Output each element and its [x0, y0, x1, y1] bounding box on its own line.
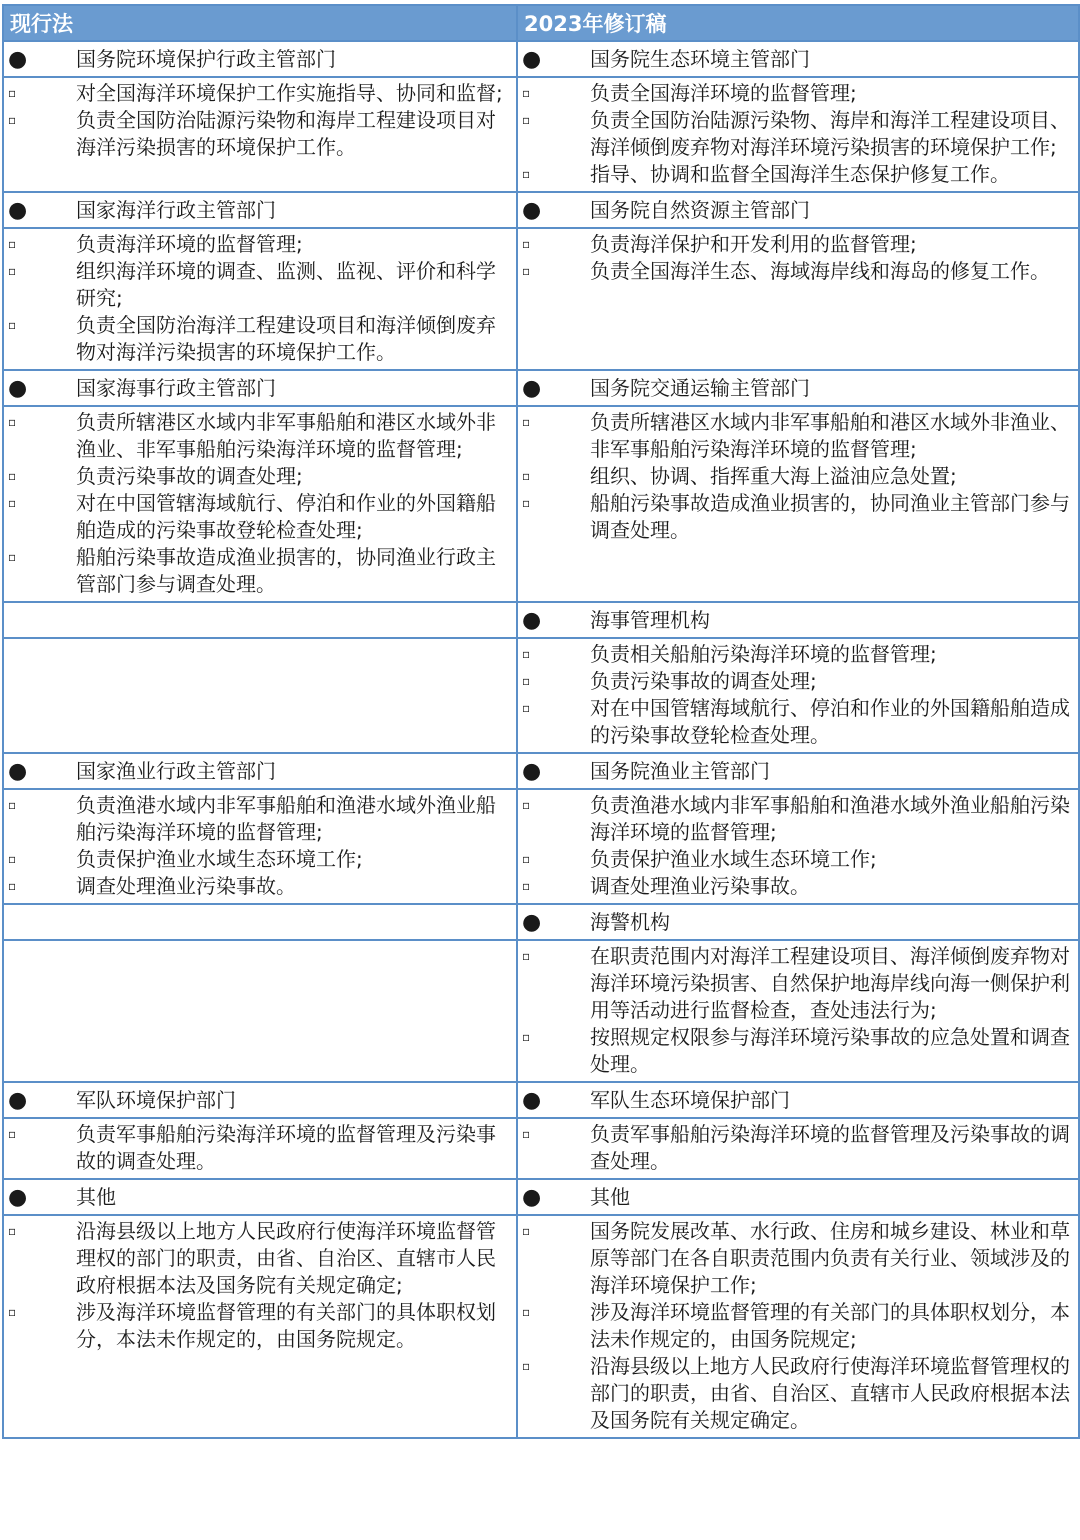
square-bullet-icon: ▫: [522, 647, 531, 661]
square-bullet-icon: ▫: [522, 237, 531, 251]
square-bullet-icon: ▫: [522, 798, 531, 812]
duty-text: 按照规定权限参与海洋环境污染事故的应急处置和调查处理。: [590, 1025, 1070, 1076]
duty-text: 船舶污染事故造成渔业损害的，协同渔业行政主管部门参与调查处理。: [76, 545, 496, 596]
bullet-icon: ●: [522, 909, 542, 935]
department-title: 国务院渔业主管部门: [590, 758, 770, 783]
bullet-icon: ●: [8, 758, 28, 784]
category-row: [3, 602, 1079, 638]
square-bullet-icon: ▫: [8, 415, 17, 429]
duty-text: 负责污染事故的调查处理;: [76, 464, 303, 488]
duty-item: [518, 695, 1078, 749]
duty-text: 负责污染事故的调查处理;: [590, 669, 817, 693]
square-bullet-icon: ▫: [522, 469, 531, 483]
square-bullet-icon: ▫: [8, 496, 17, 510]
right-category-cell: [517, 753, 1079, 789]
square-bullet-icon: ▫: [522, 674, 531, 688]
square-bullet-icon: ▫: [522, 1030, 531, 1044]
right-duties-cell: [517, 1215, 1079, 1438]
left-duties-cell: [3, 789, 517, 904]
bullet-icon: ●: [522, 607, 542, 633]
square-bullet-icon: ▫: [522, 1359, 531, 1373]
left-duties-cell: [3, 638, 517, 753]
duty-text: 涉及海洋环境监督管理的有关部门的具体职权划分，本法未作规定的，由国务院规定。: [76, 1300, 496, 1351]
bullet-icon: ●: [8, 197, 28, 223]
duty-text: 负责保护渔业水域生态环境工作;: [76, 847, 363, 871]
bullet-icon: ●: [522, 758, 542, 784]
duty-item: [518, 409, 1078, 463]
category-line: [4, 372, 516, 404]
square-bullet-icon: ▫: [522, 1224, 531, 1238]
duty-item: [4, 409, 516, 463]
square-bullet-icon: ▫: [8, 86, 17, 100]
square-bullet-icon: ▫: [8, 237, 17, 251]
category-line: [4, 1084, 516, 1116]
square-bullet-icon: ▫: [8, 879, 17, 893]
left-duties-cell: [3, 940, 517, 1082]
bullet-icon: ●: [522, 197, 542, 223]
department-title: 国务院自然资源主管部门: [590, 197, 810, 222]
square-bullet-icon: ▫: [522, 264, 531, 278]
right-duties-cell: [517, 940, 1079, 1082]
duties-row: [3, 406, 1079, 602]
square-bullet-icon: ▫: [522, 113, 531, 127]
duty-text: 对在中国管辖海域航行、停泊和作业的外国籍船舶造成的污染事故登轮检查处理。: [590, 696, 1070, 747]
bullet-icon: ●: [522, 46, 542, 72]
duty-item: [518, 873, 1078, 900]
left-duties-cell: [3, 77, 517, 192]
category-line: [4, 43, 516, 75]
page: [0, 4, 1080, 1540]
duty-text: 负责全国防治陆源污染物、海岸和海洋工程建设项目、海洋倾倒废弃物对海洋环境污染损害的环境保护工作;: [590, 108, 1070, 159]
duty-text: 调查处理渔业污染事故。: [590, 874, 810, 898]
duty-text: 负责相关船舶污染海洋环境的监督管理;: [590, 642, 937, 666]
category-line: [518, 194, 1078, 226]
duties-row: [3, 789, 1079, 904]
duty-item: [4, 1299, 516, 1353]
duty-item: [4, 107, 516, 161]
duty-text: 负责全国海洋环境的监督管理;: [590, 81, 857, 105]
left-category-cell: [3, 1082, 517, 1118]
department-title: 军队环境保护部门: [76, 1087, 236, 1112]
duties-row: [3, 228, 1079, 370]
left-duties-cell: [3, 1215, 517, 1438]
category-row: [3, 753, 1079, 789]
duty-text: 船舶污染事故造成渔业损害的，协同渔业主管部门参与调查处理。: [590, 491, 1070, 542]
left-category-cell: [3, 1179, 517, 1215]
bullet-icon: ●: [522, 1087, 542, 1113]
square-bullet-icon: ▫: [522, 949, 531, 963]
left-duties-cell: [3, 228, 517, 370]
duty-item: [4, 463, 516, 490]
duties-row: [3, 77, 1079, 192]
category-line: [518, 906, 1078, 938]
category-row: [3, 192, 1079, 228]
duty-item: [518, 1218, 1078, 1299]
duty-item: [518, 80, 1078, 107]
duty-text: 负责海洋环境的监督管理;: [76, 232, 303, 256]
comparison-table: [2, 4, 1080, 1439]
square-bullet-icon: ▫: [522, 1127, 531, 1141]
duty-item: [518, 231, 1078, 258]
duty-item: [518, 846, 1078, 873]
duty-text: 国务院发展改革、水行政、住房和城乡建设、林业和草原等部门在各自职责范围内负责有关行业、领域涉及的海洋环境保护工作;: [590, 1219, 1070, 1297]
duty-item: [518, 641, 1078, 668]
department-title: 其他: [76, 1184, 116, 1209]
right-duties-cell: [517, 789, 1079, 904]
square-bullet-icon: ▫: [8, 1127, 17, 1141]
square-bullet-icon: ▫: [522, 415, 531, 429]
department-title: 军队生态环境保护部门: [590, 1087, 790, 1112]
department-title: 国务院环境保护行政主管部门: [76, 46, 336, 71]
duty-item: [4, 792, 516, 846]
bullet-icon: ●: [522, 375, 542, 401]
category-line: [518, 755, 1078, 787]
duty-item: [518, 107, 1078, 161]
square-bullet-icon: ▫: [522, 1305, 531, 1319]
duty-text: 负责全国防治海洋工程建设项目和海洋倾倒废弃物对海洋污染损害的环境保护工作。: [76, 313, 496, 364]
category-line: [518, 1084, 1078, 1116]
duty-text: 对全国海洋环境保护工作实施指导、协同和监督;: [76, 81, 503, 105]
bullet-icon: ●: [8, 375, 28, 401]
category-row: [3, 1179, 1079, 1215]
right-duties-cell: [517, 1118, 1079, 1179]
department-title: 国家渔业行政主管部门: [76, 758, 276, 783]
department-title: 国务院交通运输主管部门: [590, 375, 810, 400]
right-duties-cell: [517, 77, 1079, 192]
square-bullet-icon: ▫: [522, 167, 531, 181]
right-category-cell: [517, 41, 1079, 77]
square-bullet-icon: ▫: [8, 798, 17, 812]
left-category-cell: [3, 41, 517, 77]
duty-text: 负责军事船舶污染海洋环境的监督管理及污染事故的调查处理。: [590, 1122, 1070, 1173]
duty-item: [518, 258, 1078, 285]
square-bullet-icon: ▫: [8, 469, 17, 483]
duty-text: 在职责范围内对海洋工程建设项目、海洋倾倒废弃物对海洋环境污染损害、自然保护地海岸线向海一侧保护利用等活动进行监督检查，查处违法行为;: [590, 944, 1070, 1022]
duties-row: [3, 1215, 1079, 1438]
duty-text: 负责军事船舶污染海洋环境的监督管理及污染事故的调查处理。: [76, 1122, 496, 1173]
duty-text: 指导、协调和监督全国海洋生态保护修复工作。: [590, 162, 1010, 186]
header-row: [3, 5, 1079, 41]
duty-item: [518, 943, 1078, 1024]
duty-item: [518, 1299, 1078, 1353]
right-category-cell: [517, 904, 1079, 940]
left-category-cell: [3, 904, 517, 940]
duty-text: 负责全国防治陆源污染物和海岸工程建设项目对海洋污染损害的环境保护工作。: [76, 108, 496, 159]
bullet-icon: ●: [8, 1087, 28, 1113]
duty-text: 负责保护渔业水域生态环境工作;: [590, 847, 877, 871]
left-duties-cell: [3, 1118, 517, 1179]
square-bullet-icon: ▫: [522, 879, 531, 893]
category-line: [518, 1181, 1078, 1213]
right-duties-cell: [517, 406, 1079, 602]
category-line: [518, 43, 1078, 75]
department-title: 海事管理机构: [590, 607, 710, 632]
duty-text: 沿海县级以上地方人民政府行使海洋环境监督管理权的部门的职责，由省、自治区、直辖市人民政府根据本法及国务院有关规定确定;: [76, 1219, 496, 1297]
duty-item: [4, 231, 516, 258]
department-title: 国家海事行政主管部门: [76, 375, 276, 400]
duty-item: [4, 490, 516, 544]
duty-item: [4, 1121, 516, 1175]
category-line: [4, 194, 516, 226]
square-bullet-icon: ▫: [8, 264, 17, 278]
duty-item: [518, 161, 1078, 188]
header-current-law: 现行法: [3, 5, 517, 41]
category-row: [3, 904, 1079, 940]
right-category-cell: [517, 1082, 1079, 1118]
square-bullet-icon: ▫: [522, 701, 531, 715]
bullet-icon: ●: [522, 1184, 542, 1210]
category-row: [3, 1082, 1079, 1118]
duty-item: [4, 80, 516, 107]
department-title: 国务院生态环境主管部门: [590, 46, 810, 71]
duty-item: [518, 1353, 1078, 1434]
duty-text: 负责渔港水域内非军事船舶和渔港水域外渔业船舶污染海洋环境的监督管理;: [76, 793, 496, 844]
duty-text: 组织海洋环境的调查、监测、监视、评价和科学研究;: [76, 259, 496, 310]
duties-row: [3, 1118, 1079, 1179]
duty-text: 负责渔港水域内非军事船舶和渔港水域外渔业船舶污染海洋环境的监督管理;: [590, 793, 1070, 844]
duty-text: 对在中国管辖海域航行、停泊和作业的外国籍船舶造成的污染事故登轮检查处理;: [76, 491, 496, 542]
right-duties-cell: [517, 228, 1079, 370]
square-bullet-icon: ▫: [522, 496, 531, 510]
duty-item: [518, 792, 1078, 846]
duty-text: 负责全国海洋生态、海域海岸线和海岛的修复工作。: [590, 259, 1050, 283]
square-bullet-icon: ▫: [8, 318, 17, 332]
duty-text: 组织、协调、指挥重大海上溢油应急处置;: [590, 464, 957, 488]
duty-text: 负责所辖港区水域内非军事船舶和港区水域外非渔业、非军事船舶污染海洋环境的监督管理;: [76, 410, 496, 461]
duties-row: [3, 940, 1079, 1082]
department-title: 国家海洋行政主管部门: [76, 197, 276, 222]
duty-item: [4, 873, 516, 900]
duty-item: [4, 846, 516, 873]
table-body: [3, 41, 1079, 1438]
square-bullet-icon: ▫: [522, 86, 531, 100]
right-category-cell: [517, 370, 1079, 406]
duty-item: [4, 258, 516, 312]
duty-text: 负责海洋保护和开发利用的监督管理;: [590, 232, 917, 256]
left-duties-cell: [3, 406, 517, 602]
duties-row: [3, 638, 1079, 753]
header-2023-revision: 2023年修订稿: [517, 5, 1079, 41]
left-category-cell: [3, 192, 517, 228]
duty-text: 涉及海洋环境监督管理的有关部门的具体职权划分，本法未作规定的，由国务院规定;: [590, 1300, 1070, 1351]
duty-item: [518, 1024, 1078, 1078]
square-bullet-icon: ▫: [8, 550, 17, 564]
square-bullet-icon: ▫: [8, 1305, 17, 1319]
duty-item: [4, 312, 516, 366]
square-bullet-icon: ▫: [8, 852, 17, 866]
category-line: [518, 372, 1078, 404]
duty-item: [4, 544, 516, 598]
category-row: [3, 41, 1079, 77]
square-bullet-icon: ▫: [8, 113, 17, 127]
department-title: 海警机构: [590, 909, 670, 934]
duty-text: 沿海县级以上地方人民政府行使海洋环境监督管理权的部门的职责，由省、自治区、直辖市人民政府根据本法及国务院有关规定确定。: [590, 1354, 1070, 1432]
bullet-icon: ●: [8, 1184, 28, 1210]
duty-item: [518, 463, 1078, 490]
duty-item: [518, 1121, 1078, 1175]
duty-item: [518, 490, 1078, 544]
category-row: [3, 370, 1079, 406]
category-line: [518, 604, 1078, 636]
right-category-cell: [517, 1179, 1079, 1215]
category-line: [4, 755, 516, 787]
duty-text: 负责所辖港区水域内非军事船舶和港区水域外非渔业、非军事船舶污染海洋环境的监督管理;: [590, 410, 1070, 461]
left-category-cell: [3, 753, 517, 789]
duty-item: [4, 1218, 516, 1299]
department-title: 其他: [590, 1184, 630, 1209]
right-category-cell: [517, 192, 1079, 228]
duty-text: 调查处理渔业污染事故。: [76, 874, 296, 898]
right-category-cell: [517, 602, 1079, 638]
bullet-icon: ●: [8, 46, 28, 72]
left-category-cell: [3, 602, 517, 638]
category-line: [4, 1181, 516, 1213]
duty-item: [518, 668, 1078, 695]
square-bullet-icon: ▫: [522, 852, 531, 866]
left-category-cell: [3, 370, 517, 406]
right-duties-cell: [517, 638, 1079, 753]
square-bullet-icon: ▫: [8, 1224, 17, 1238]
